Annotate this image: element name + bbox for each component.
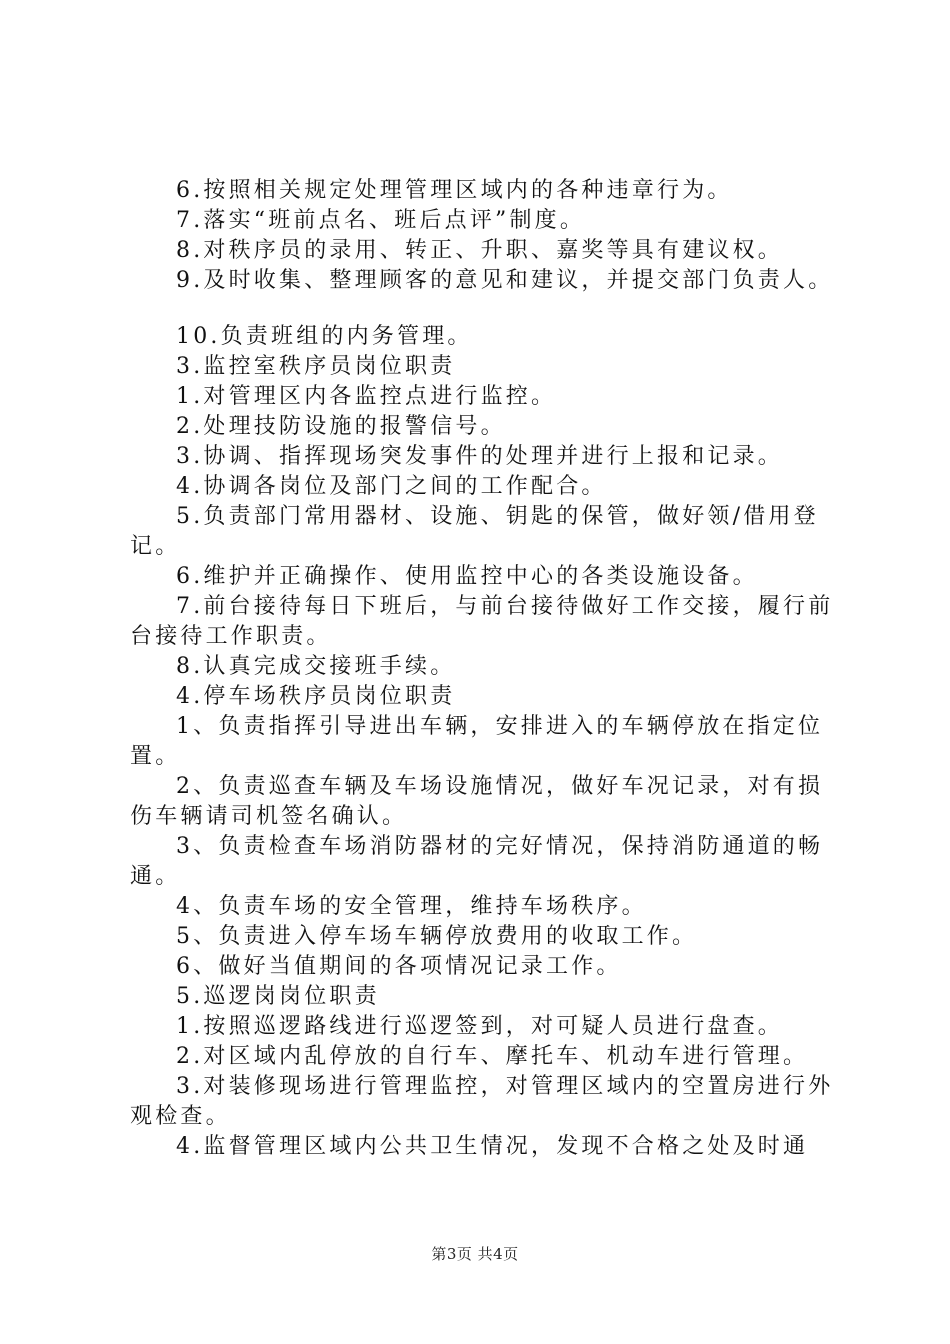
paragraph: 4.监督管理区域内公共卫生情况，发现不合格之处及时通 bbox=[176, 1134, 809, 1159]
paragraph: 7.落实“班前点名、班后点评”制度。 bbox=[176, 208, 586, 233]
document-body bbox=[130, 176, 835, 1162]
section-heading: 3.监控室秩序员岗位职责 bbox=[176, 354, 456, 379]
paragraph: 4.协调各岗位及部门之间的工作配合。 bbox=[176, 474, 607, 499]
paragraph: 1.按照巡逻路线进行巡逻签到，对可疑人员进行盘查。 bbox=[176, 1014, 783, 1039]
page-number-footer: 第3页 共4页 bbox=[431, 1245, 519, 1263]
paragraph: 4、负责车场的安全管理，维持车场秩序。 bbox=[176, 894, 647, 919]
paragraph: 9.及时收集、整理顾客的意见和建议，并提交部门负责人。 bbox=[176, 268, 834, 293]
paragraph: 6、做好当值期间的各项情况记录工作。 bbox=[176, 954, 622, 979]
paragraph: 7.前台接待每日下班后，与前台接待做好工作交接，履行前台接待工作职责。 bbox=[130, 594, 834, 649]
paragraph: 1.对管理区内各监控点进行监控。 bbox=[176, 384, 557, 409]
paragraph: 2、负责巡查车辆及车场设施情况，做好车况记录，对有损伤车辆请司机签名确认。 bbox=[130, 774, 824, 829]
paragraph: 6.按照相关规定处理管理区域内的各种违章行为。 bbox=[176, 178, 733, 203]
paragraph: 8.对秩序员的录用、转正、升职、嘉奖等具有建议权。 bbox=[176, 238, 783, 263]
paragraph: 10.负责班组的内务管理。 bbox=[176, 324, 473, 349]
section-heading: 5.巡逻岗岗位职责 bbox=[176, 984, 380, 1009]
paragraph: 1、负责指挥引导进出车辆，安排进入的车辆停放在指定位置。 bbox=[130, 714, 824, 769]
paragraph: 3、负责检查车场消防器材的完好情况，保持消防通道的畅通。 bbox=[130, 834, 824, 889]
paragraph: 2.处理技防设施的报警信号。 bbox=[176, 414, 506, 439]
paragraph: 2.对区域内乱停放的自行车、摩托车、机动车进行管理。 bbox=[176, 1044, 809, 1069]
paragraph: 8.认真完成交接班手续。 bbox=[176, 654, 456, 679]
paragraph: 6.维护并正确操作、使用监控中心的各类设施设备。 bbox=[176, 564, 758, 589]
section-heading: 4.停车场秩序员岗位职责 bbox=[176, 684, 456, 709]
paragraph: 3.对装修现场进行管理监控，对管理区域内的空置房进行外观检查。 bbox=[130, 1074, 834, 1129]
paragraph: 5.负责部门常用器材、设施、钥匙的保管，做好领/借用登记。 bbox=[130, 504, 819, 559]
paragraph: 5、负责进入停车场车辆停放费用的收取工作。 bbox=[176, 924, 698, 949]
paragraph-gap bbox=[130, 296, 835, 322]
paragraph: 3.协调、指挥现场突发事件的处理并进行上报和记录。 bbox=[176, 444, 783, 469]
